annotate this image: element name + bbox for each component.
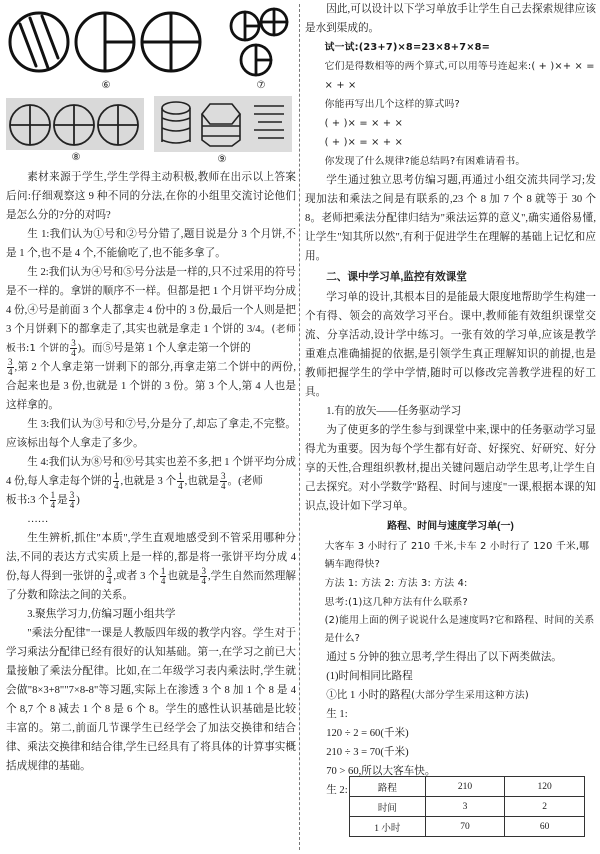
table-cell: 2	[505, 797, 585, 817]
paragraph-task-driven: 为了使更多的学生参与到课堂中来,课中的任务驱动学习显得尤为重要。因为每个学生都有好奇、好探究、好研究、好分享的天性,合理组织教材,提出关键问题启动学生思考,让学生自己去探究。对小学数学"路程、时间与速度"一课,根据本课的知识点,设计如下学习单。	[305, 425, 596, 512]
calc-line-3: 70 > 60,所以大客车快。	[326, 766, 436, 777]
paragraph-student-1: 生 1:我们认为①号和②号分错了,题目说是分 3 个月饼,不是 1 个,也不是 4 个,不能偷吃了,也不能多拿了。	[6, 229, 296, 259]
board-note-close: )	[76, 495, 80, 507]
sheet-methods: 方法 1: 方法 2: 方法 3: 方法 4:	[324, 578, 468, 589]
table-row	[350, 777, 585, 797]
left-column	[6, 0, 296, 854]
paragraph-student-2-cont	[6, 358, 296, 415]
case-heading: (1)时间相同比路程	[326, 671, 413, 682]
try-it-label: 试一试:	[324, 42, 359, 53]
student-1-label: 生 1:	[326, 709, 348, 720]
subheading-task-driven: 1.有的放矢——任务驱动学习	[326, 406, 462, 417]
paragraph-therefore: 因此,可以设计以下学习单放手让学生自己去探索规律应该是水到渠成的。	[305, 4, 596, 34]
try-it-blank-1: ( + )× = × + ×	[324, 118, 403, 129]
try-it-question: 你能再写出几个这样的算式吗?	[324, 99, 460, 110]
student-4-text: 生 4:我们认为⑧号和⑨号其实也差不多,把 1 个饼平均分成 4 份,每人拿走每个饼的	[6, 457, 296, 488]
learning-sheet-title: 路程、时间与速度学习单(一)	[387, 521, 514, 532]
speed-table	[349, 776, 585, 837]
fraction-three-quarters: $\frac{3}{4}$	[71, 338, 76, 359]
board-note-text: 板书:3 个	[6, 495, 49, 507]
student-2-label: 生 2:	[326, 785, 348, 796]
student-4-text-b: ,也就是 3 个	[120, 476, 177, 488]
try-it-line	[305, 38, 596, 57]
board-note-is: 是	[57, 495, 68, 507]
calc-line-1: 120 ÷ 2 = 60(千米)	[326, 728, 409, 739]
table-cell: 路程	[350, 777, 426, 797]
paragraph-five-minutes: 通过 5 分钟的独立思考,学生得出了以下两类做法。	[326, 652, 562, 663]
figure-8-label: ⑧	[71, 152, 81, 163]
figure-9-label: ⑨	[217, 154, 227, 165]
paragraph-student-4	[6, 453, 296, 491]
paragraph-distributive-law: "乘法分配律"一课是人教版四年级的教学内容。学生对于学习乘法分配律已经有很好的认知基础。第一,在学习之前已大量接触了乘法分配律。比如,在二年级学习表内乘法时,学生就会做"8×3+8""7×8-8"等习题,实际上在渗透 3 个 8 加 1 个 8 是 4 个 8,7 个 8 减去 1 个 8 是 6 个 8。学生的感性认识基础是比较丰富的。第二,前面几节课学生已经学会了加法交换律和结合律、乘法交换律和结合律,学生已经具有了将具体的计算事实概括成规律的基础。	[6, 628, 296, 773]
paragraph-learning-sheet: 学习单的设计,其根本目的是能最大限度地帮助学生构建一个有得、领会的高效学习平台。课中,教师能有效组织课堂交流、分享活动,设计学中练习。一张有效的学习单,应该是教学重难点准确捕捉的依据,是引领学生真正理解知识的前提,也是教师把握学生的学中学情,随时可以修改完善教学进程的好工具。	[305, 292, 596, 398]
table-row	[350, 797, 585, 817]
fraction-three-quarters: $\frac{3}{4}$	[8, 357, 13, 378]
right-column	[305, 0, 596, 854]
try-it-blank-2: ( + )× = × + ×	[324, 137, 403, 148]
figure-row-bottom	[6, 94, 296, 168]
table-row	[350, 817, 585, 837]
try-it-explain: 它们是得数相等的两个算式,可以用等号连起来:( + )×+ × = × + ×	[324, 61, 595, 91]
case-method-1-note: (大部分学生采用这种方法)	[410, 690, 529, 701]
figure-9-drawing	[154, 96, 292, 152]
figure-7-drawing	[228, 4, 294, 82]
case-method-1	[305, 686, 596, 705]
sheet-think-1: 思考:(1)这几种方法有什么联系?	[324, 597, 468, 608]
fraction-one-quarter: $\frac{1}{4}$	[50, 490, 56, 511]
discussion-text: 生生辨析,抓住"本质",学生直观地感受到不管采用哪种分法,不同的表达方式实质上是一样的,都是将一张饼平均分成 4 份,每人得到一张饼的	[6, 533, 296, 583]
sheet-question: 大客车 3 小时行了 210 千米,卡车 2 小时行了 120 千米,哪辆车跑得快?	[324, 541, 590, 570]
student-4-text-c: ,也就是	[184, 476, 219, 488]
student-2-text-cont: 。而⑤号是第 1 个人拿走第一个饼的	[81, 343, 251, 354]
section-heading-2: 二、课中学习单,监控有效课堂	[326, 271, 467, 283]
discussion-text-c: 也就是	[167, 571, 200, 583]
figure-6-label: ⑥	[101, 80, 111, 91]
paragraph-independent-thinking: 学生通过独立思考仿编习题,再通过小组交流共同学习;发现加法和乘法之间是有联系的,23 个 8 加 7 个 8 就等于 30 个 8。老师把乘法分配律归结为"乘法运算的意义",确实通俗易懂,让学生"知其所以然",有利于促进学生在理解的基础上记忆和应用。	[305, 175, 596, 262]
table-cell: 120	[505, 777, 585, 797]
sheet-think-2: (2)能用上面的例子说说什么是速度吗?它和路程、时间的关系是什么?	[324, 615, 595, 644]
table-cell: 时间	[350, 797, 426, 817]
teacher-note-1: (老师板书:1 个饼的	[6, 324, 296, 354]
paragraph-board-note	[6, 491, 296, 510]
paragraph-discussion	[6, 529, 296, 605]
student-2-text-end: ,第 2 个人拿走第一饼剩下的部分,再拿走第二个饼中的两份,合起来也是 3 份,也就是 1 个饼的 3 份。第 3 个人,第 4 人也是这样拿的。	[6, 362, 296, 412]
fraction-one-quarter: $\frac{1}{4}$	[178, 471, 183, 492]
ellipsis: ……	[27, 514, 49, 526]
discussion-text-d: ,学生自然而然理解了分数和除法之间的关系。	[6, 571, 296, 602]
fraction-three-quarters: $\frac{3}{4}$	[69, 490, 75, 511]
paragraph-material-source: 素材来源于学生,学生学得主动积极,教师在出示以上答案后问:仔细观察这 9 种不同的分法,在你的小组里交流讨论他们是怎么分的?分的对吗?	[6, 172, 296, 221]
fraction-one-quarter: $\frac{1}{4}$	[160, 566, 166, 587]
student-4-text-d: 。(老师	[227, 476, 263, 488]
section-heading-3: 3.聚焦学习力,仿编习题小组共学	[27, 609, 176, 621]
figure-8-drawing	[6, 98, 144, 150]
table-cell: 210	[425, 777, 505, 797]
table-cell: 70	[425, 817, 505, 837]
case-method-1-text: ①比 1 小时的路程	[326, 690, 411, 701]
fraction-three-quarters: $\frac{3}{4}$	[201, 566, 206, 587]
figure-row-top	[6, 0, 296, 94]
figure-6-drawing	[6, 4, 206, 82]
column-divider	[299, 4, 300, 850]
student-2-text: 生 2:我们认为④号和⑤号分法是一样的,只不过采用的符号是不一样的。拿饼的顺序不一样。但都是把 1 个月饼平均分成 4 份,④号是前面 3 个人都拿走 4 份中的 3 份,最后一个人则是把 3 个月饼剩下的都拿走了,其实也就是拿走 1 个饼的 3/4。	[6, 267, 296, 335]
table-cell: 3	[425, 797, 505, 817]
table-cell: 60	[505, 817, 585, 837]
calc-line-2: 210 ÷ 3 = 70(千米)	[326, 747, 409, 758]
fraction-three-quarters: $\frac{3}{4}$	[106, 566, 112, 587]
figure-7-label: ⑦	[256, 80, 266, 91]
discussion-text-b: ,或者 3 个	[113, 571, 159, 583]
paragraph-student-2: 生 2:我们认为④号和⑤号分法是一样的,只不过采用的符号是不一样的。拿饼的顺序不一样。但都是把 1 个月饼平均分成 4 份,④号是前面 3 个人都拿走 4 份中的 3 份,最后一个人则是把 3 个月饼剩下的都拿走了,其实也就是拿走 1 个饼的 3/4。(老师板书:1 个饼的 $\frac{3}{4}$ )。而⑤号是第 1 个人拿走第一个饼的	[6, 267, 296, 359]
table-cell: 1 小时	[350, 817, 426, 837]
try-it-question-2: 你发现了什么规律?能总结吗?有困难请看书。	[324, 156, 526, 167]
fraction-three-quarters: $\frac{3}{4}$	[221, 471, 226, 492]
try-it-expression: (23+7)×8=23×8+7×8=	[358, 42, 491, 53]
fraction-one-quarter: $\frac{1}{4}$	[113, 471, 119, 492]
paragraph-student-3: 生 3:我们认为③号和⑦号,分是分了,却忘了拿走,不完整。应该标出每个人拿走了多少。	[6, 419, 296, 450]
